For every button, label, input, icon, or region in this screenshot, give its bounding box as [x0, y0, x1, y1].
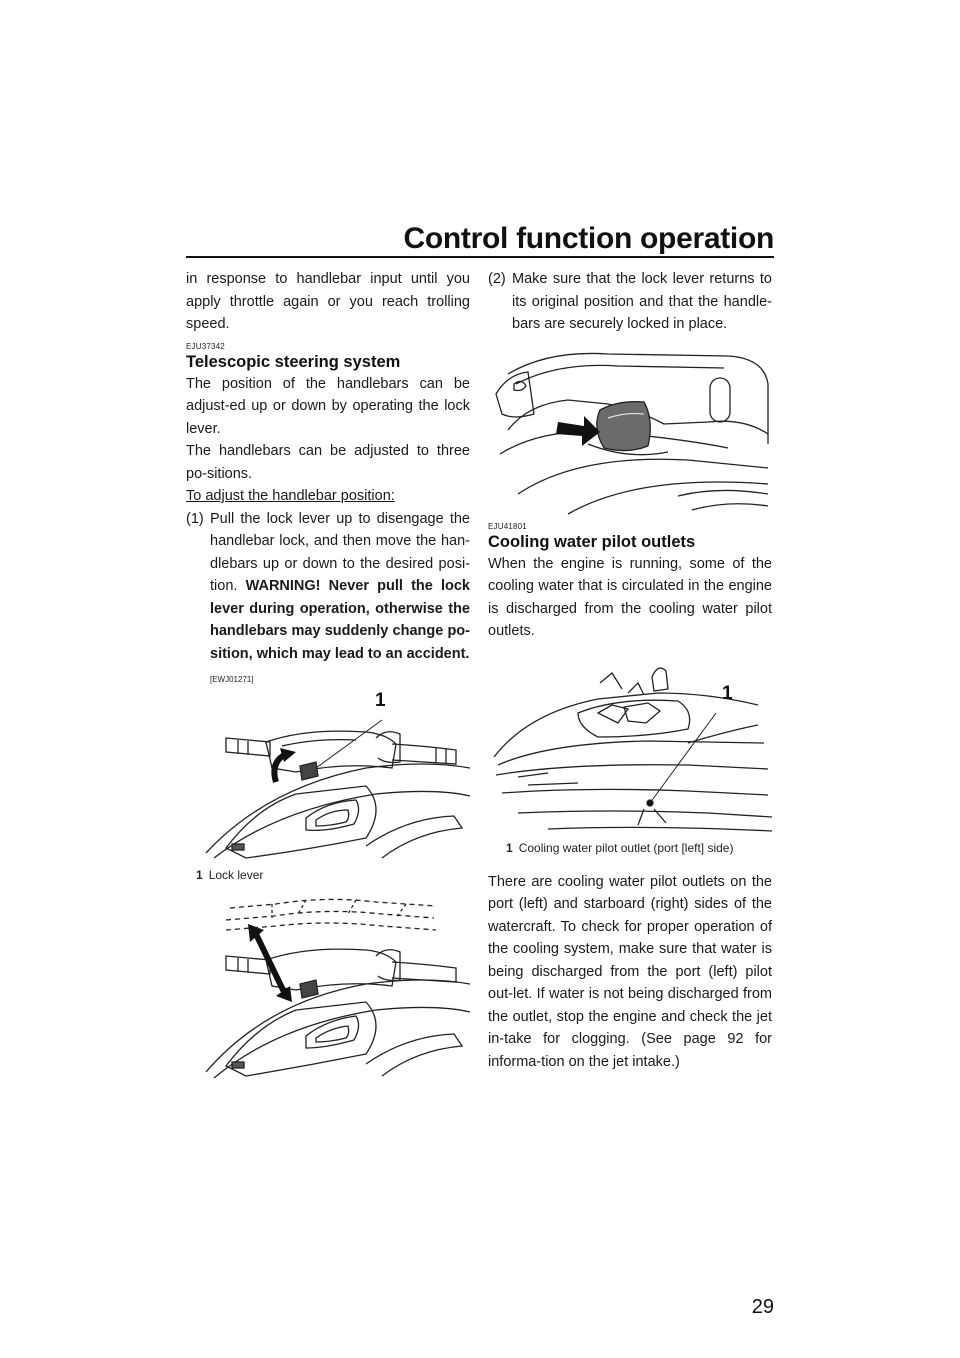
section-heading-cooling: Cooling water pilot outlets — [488, 532, 696, 551]
figure-caption-lock-lever — [196, 868, 263, 883]
lock-lever-closeup — [488, 344, 772, 520]
cooling-paragraph-2: There are cooling water pilot outlets on the port (left) and starboard (right) sides of the watercraft. To check for proper operation of the cooling system, make sure that water is being discharged from the port (left) pilot out-let. If water is not being discharged from the outlet, stop the engine and check the jet in-take for clogging. (See page 92 for informa-tion on the jet intake.) — [488, 873, 772, 1070]
header-rule — [186, 256, 774, 258]
caption-number: 1 — [196, 868, 203, 882]
watercraft-illustration — [488, 653, 772, 843]
caption-text: Lock lever — [208, 868, 264, 882]
section-heading-telescopic: Telescopic steering system — [186, 352, 401, 371]
warning-text: WARNING! Never pull the lock lever during operation, otherwise the handlebars may suddenly change po-sition, which may lead to an accident. — [210, 578, 470, 662]
warning-code: [EWJ01271] — [210, 675, 254, 684]
left-column — [186, 268, 470, 1092]
handlebar-positions-illustration — [186, 892, 470, 1092]
step-1 — [186, 508, 470, 666]
figure-handlebar-positions — [186, 892, 470, 1092]
figure-callout-1: 1 — [375, 690, 386, 711]
step-text: Pull the lock lever up to disengage the handlebar lock, and then move the han-dlebars up or down to the desired posi-tion. — [210, 510, 470, 594]
page-header — [186, 222, 774, 258]
intro-paragraph: in response to handlebar input until you apply throttle again or you reach trolling speed. — [186, 271, 470, 332]
cooling-paragraph-1: When the engine is running, some of the cooling water that is circulated in the engine is discharged from the cooling water pilot outlets. — [488, 555, 772, 639]
handlebar-illustration — [186, 698, 470, 868]
section-code: EJU41801 — [488, 521, 527, 531]
right-column — [488, 268, 772, 1073]
figure-lock-lever — [186, 690, 470, 884]
telescopic-paragraph-2: The handlebars can be adjusted to three po-sitions. — [186, 443, 470, 482]
figure-lock-lever-returned — [488, 344, 772, 520]
page-title: Control function operation — [403, 222, 774, 255]
figure-cooling-outlet — [488, 653, 772, 861]
telescopic-paragraph-1: The position of the handlebars can be adjust-ed up or down by operating the lock lever. — [186, 375, 470, 437]
section-code: EJU37342 — [186, 341, 225, 351]
step-text: Make sure that the lock lever returns to its original position and that the handle-bars are securely locked in place. — [512, 271, 772, 332]
adjust-subheading: To adjust the handlebar position: — [186, 488, 395, 504]
step-number: (1) — [186, 510, 204, 527]
caption-text: Cooling water pilot outlet (port [left] side) — [518, 840, 734, 855]
figure-caption-cooling — [506, 841, 733, 856]
page-number: 29 — [751, 1296, 774, 1318]
caption-number: 1 — [506, 840, 513, 855]
figure-callout-1: 1 — [722, 682, 733, 704]
step-2 — [488, 268, 772, 336]
step-number: (2) — [488, 271, 506, 287]
